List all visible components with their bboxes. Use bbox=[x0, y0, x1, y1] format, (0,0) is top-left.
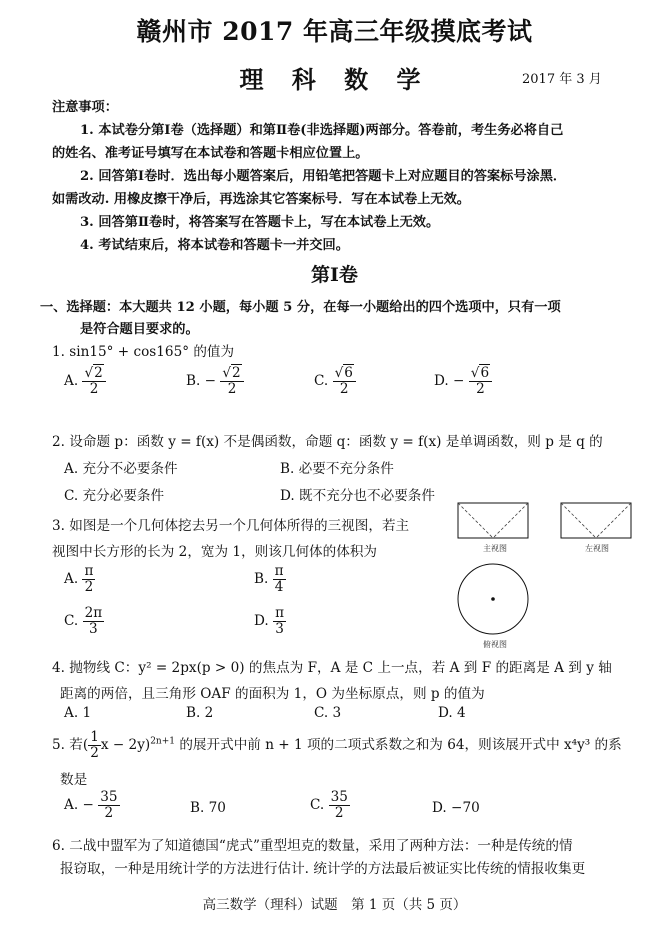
notice-item-1-line-1: 1. 本试卷分第Ⅰ卷（选择题）和第Ⅱ卷(非选择题)两部分。答卷前，考生务必将自己 bbox=[80, 123, 564, 138]
q1-c-label: C. bbox=[314, 372, 329, 389]
q5-a-label: A. − bbox=[64, 796, 94, 813]
q2-option-d: D. 既不充分也不必要条件 bbox=[280, 488, 435, 504]
q3-c-num: 2π bbox=[84, 605, 103, 621]
q1-d-fraction: $\frac{√6}{2}$ bbox=[469, 366, 492, 397]
q3-b-label: B. bbox=[254, 570, 269, 587]
q3-b-fraction bbox=[273, 564, 286, 595]
section-heading-line-1: 一、选择题：本大题共 12 小题，每小题 5 分，在每一小题给出的四个选项中，只有一项 bbox=[40, 300, 561, 315]
volume-title: 第Ⅰ卷 bbox=[311, 264, 358, 286]
q3-a-den: 2 bbox=[84, 578, 94, 595]
q5-c-den: 2 bbox=[334, 804, 344, 821]
notice-heading: 注意事项： bbox=[52, 100, 118, 115]
q3-a-fraction bbox=[82, 564, 95, 595]
q4-option-d: D. 4 bbox=[438, 705, 466, 721]
q5-c-num: 35 bbox=[330, 789, 348, 805]
q5-stem-line-1 bbox=[52, 730, 622, 761]
q1-stem: 1. sin15° + cos165° 的值为 bbox=[52, 344, 235, 360]
q5-option-a bbox=[64, 790, 120, 821]
q5-stem-pre: 5. 若( bbox=[52, 736, 89, 753]
q3-d-num: π bbox=[275, 605, 285, 621]
q5-stem-line-2: 数是 bbox=[60, 772, 88, 788]
q1-a-label: A. bbox=[64, 372, 79, 389]
q1-option-d bbox=[434, 366, 492, 397]
q1-d-label: D. − bbox=[434, 372, 465, 389]
q4-option-b: B. 2 bbox=[186, 705, 214, 721]
q5-frac-num: 1 bbox=[90, 729, 99, 745]
q2-stem: 2. 设命题 p：函数 y = f(x) 不是偶函数，命题 q：函数 y = f(x) 是单调函数，则 p 是 q 的 bbox=[52, 434, 603, 450]
three-view-figure bbox=[455, 500, 635, 650]
q3-option-d bbox=[254, 606, 286, 637]
q5-exponent: 2n+1 bbox=[150, 736, 175, 747]
q5-fraction bbox=[88, 730, 101, 761]
q5-option-b: B. 70 bbox=[190, 800, 226, 816]
notice-item-2-line-1: 2. 回答第Ⅰ卷时．选出每小题答案后，用铅笔把答题卡上对应题目的答案标号涂黑． bbox=[80, 169, 567, 184]
q5-stem-post: 的展开式中前 n + 1 项的二项式系数之和为 64，则该展开式中 x⁴y³ 的系 bbox=[175, 736, 622, 753]
q1-option-b bbox=[186, 366, 244, 397]
q3-d-label: D. bbox=[254, 612, 269, 629]
section-heading-line-2: 是符合题目要求的。 bbox=[80, 322, 199, 337]
q3-d-den: 3 bbox=[275, 620, 284, 637]
q1-c-den: 2 bbox=[339, 380, 349, 397]
front-view-diagram bbox=[458, 503, 528, 538]
q2-option-b: B. 必要不充分条件 bbox=[280, 461, 394, 477]
exam-title: 赣州市 2017 年高三年级摸底考试 bbox=[136, 17, 533, 46]
q2-option-a: A. 充分不必要条件 bbox=[64, 461, 178, 477]
q1-option-a bbox=[64, 366, 106, 397]
q6-line-2: 报窃取，一种是用统计学的方法进行估计. 统计学的方法最后被证实比传统的情报收集更 bbox=[60, 861, 586, 877]
q5-a-den: 2 bbox=[104, 804, 114, 821]
q3-d-fraction bbox=[273, 606, 286, 637]
q2-option-c: C. 充分必要条件 bbox=[64, 488, 165, 504]
side-view-diagram bbox=[561, 503, 631, 538]
notice-item-3: 3. 回答第Ⅱ卷时，将答案写在答题卡上，写在本试卷上无效。 bbox=[80, 215, 440, 230]
exam-date: 2017 年 3 月 bbox=[522, 72, 602, 87]
q3-c-label: C. bbox=[64, 612, 79, 629]
top-view-diagram bbox=[458, 564, 528, 634]
q5-a-num: 35 bbox=[100, 789, 118, 805]
q5-c-label: C. bbox=[310, 796, 325, 813]
q1-option-c bbox=[314, 366, 356, 397]
q4-option-a: A. 1 bbox=[64, 705, 92, 721]
q1-d-den: 2 bbox=[476, 380, 485, 397]
subject-title: 理 科 数 学 bbox=[239, 65, 431, 94]
q3-option-b bbox=[254, 564, 286, 595]
notice-item-2-line-2: 如需改动. 用橡皮擦干净后，再选涂其它答案标号．写在本试卷上无效。 bbox=[52, 192, 470, 207]
q3-option-a bbox=[64, 564, 95, 595]
q1-d-num: 6 bbox=[480, 365, 490, 381]
q3-c-den: 3 bbox=[89, 620, 98, 637]
q3-stem-line-2: 视图中长方形的长为 2，宽为 1，则该几何体的体积为 bbox=[52, 544, 378, 560]
page-footer: 高三数学（理科）试题 第 1 页（共 5 页） bbox=[202, 897, 467, 913]
notice-item-1-line-2: 的姓名、准考证号填写在本试卷和答题卡相应位置上。 bbox=[52, 146, 369, 161]
q1-c-fraction: $\frac{√6}{2}$ bbox=[333, 366, 356, 397]
q1-a-fraction: $\frac{√2}{2}$ bbox=[82, 366, 105, 397]
q3-a-label: A. bbox=[64, 570, 79, 587]
q1-b-den: 2 bbox=[227, 380, 237, 397]
q1-b-fraction: $\frac{√2}{2}$ bbox=[220, 366, 243, 397]
q3-b-num: π bbox=[274, 563, 284, 579]
q5-a-fraction bbox=[98, 790, 119, 821]
q5-frac-den: 2 bbox=[90, 744, 99, 761]
top-view-caption: 俯视图 bbox=[483, 640, 507, 649]
q4-option-c: C. 3 bbox=[314, 705, 342, 721]
q1-a-num: 2 bbox=[94, 365, 103, 381]
front-view-caption: 主视图 bbox=[483, 544, 507, 553]
q5-option-c bbox=[310, 790, 350, 821]
q6-line-1: 6. 二战中盟军为了知道德国“虎式”重型坦克的数量，采用了两种方法：一种是传统的情 bbox=[52, 838, 573, 854]
q5-stem-mid: x − 2y) bbox=[100, 736, 151, 753]
notice-item-4: 4. 考试结束后，将本试卷和答题卡一并交回。 bbox=[80, 238, 349, 253]
q3-b-den: 4 bbox=[274, 578, 284, 595]
q4-stem-line-2: 距离的两倍，且三角形 OAF 的面积为 1，O 为坐标原点，则 p 的值为 bbox=[60, 686, 485, 702]
q1-b-label: B. − bbox=[186, 372, 217, 389]
side-view-caption: 左视图 bbox=[585, 544, 609, 553]
q5-c-fraction bbox=[329, 790, 350, 821]
q1-a-den: 2 bbox=[89, 380, 99, 397]
q4-stem-line-1: 4. 抛物线 C：y² = 2px(p > 0) 的焦点为 F，A 是 C 上一点，若 A 到 F 的距离是 A 到 y 轴 bbox=[52, 660, 612, 676]
q1-c-num: 6 bbox=[344, 365, 353, 381]
q3-option-c bbox=[64, 606, 104, 637]
q3-a-num: π bbox=[84, 563, 94, 579]
q3-c-fraction bbox=[83, 606, 105, 637]
q3-stem-line-1: 3. 如图是一个几何体挖去另一个几何体所得的三视图，若主 bbox=[52, 518, 410, 534]
q1-b-num: 2 bbox=[232, 365, 241, 381]
q5-option-d: D. −70 bbox=[432, 800, 480, 816]
